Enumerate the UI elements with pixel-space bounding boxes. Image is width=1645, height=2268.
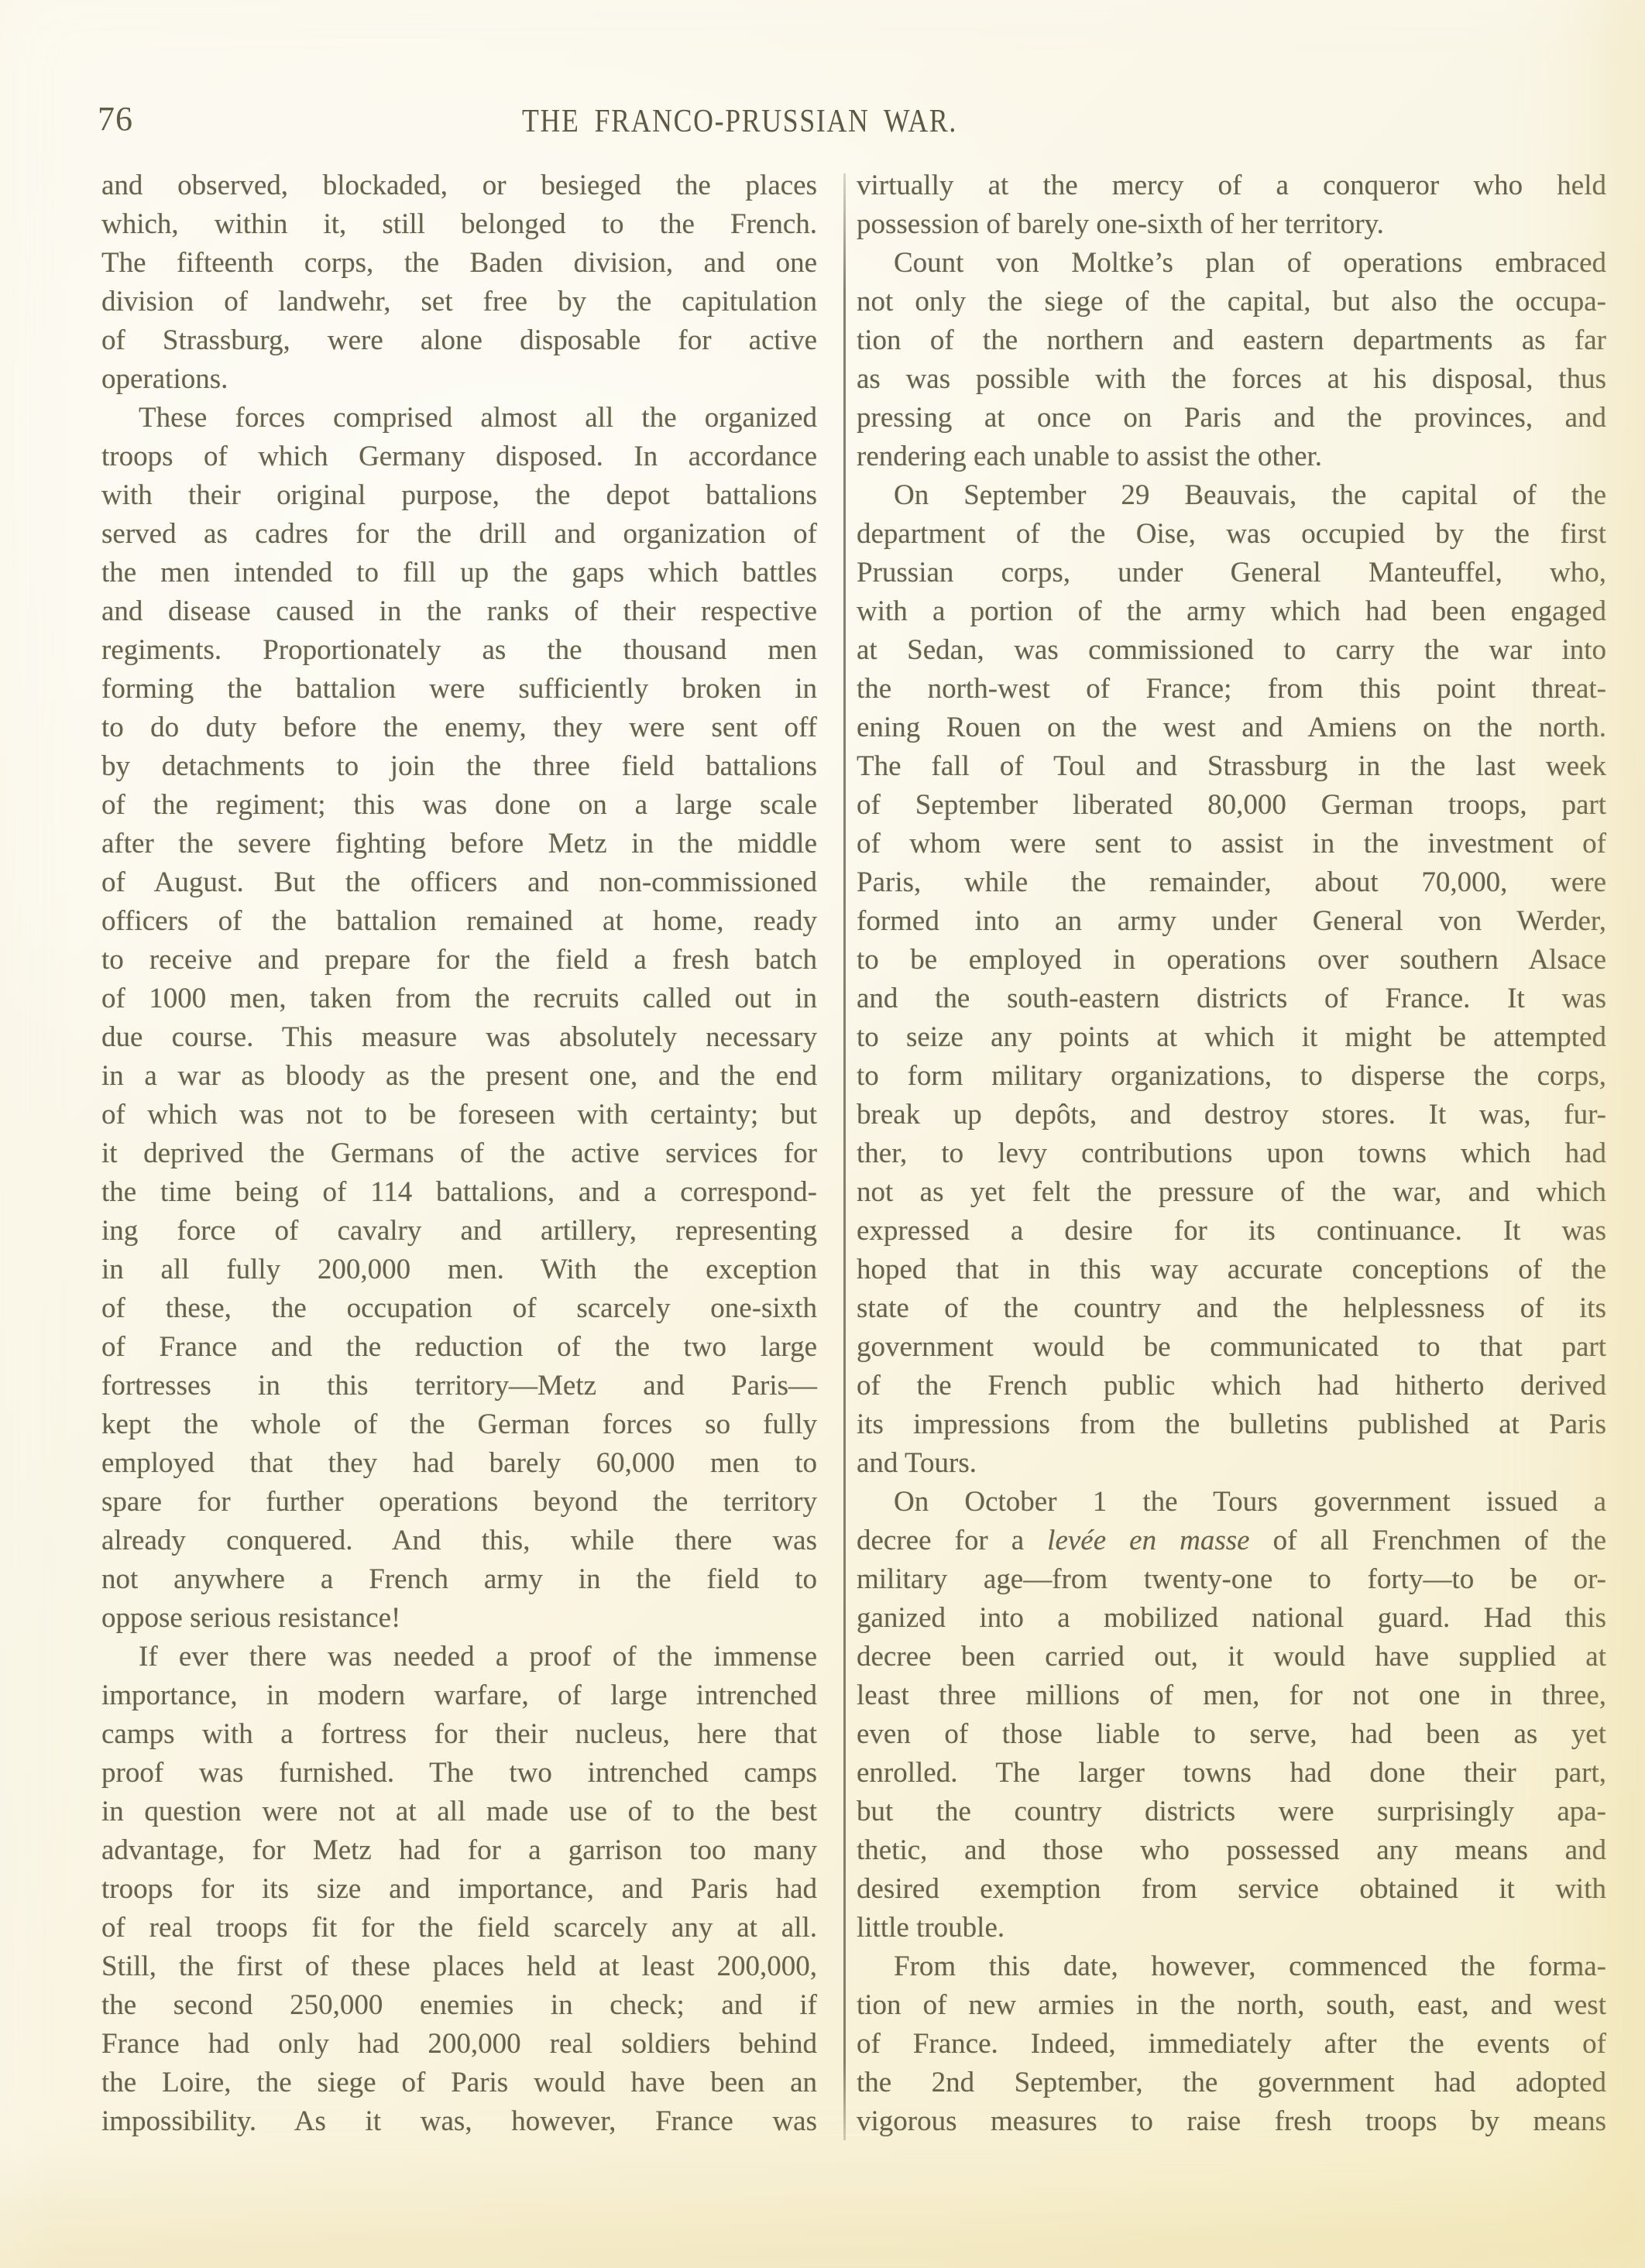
paragraph-last-line: and Tours. — [857, 1447, 977, 1479]
paragraph-lines: On September 29 Beauvais, the capital of the department of the Oise, was occupied by the first Prussian corps, under General Manteuffel, who, with a portion of the army which had been engaged at Sedan, was commissioned to carry the war into the north-west of France; from this point threat- ening Rouen on the west and Amiens on the north. The fall of Toul and Strassburg in the last week of September liberated 80,000 German troops, part of whom were sent to assist in the investment of Paris, while the remainder, about 70,000, were formed into an army under General von Werder, to be employed in operations over southern Alsace and the south-eastern districts of France. It was to seize any points at which it might be attempted to form military organizations, to disperse the corps, break up depôts, and destroy stores. It was, fur- ther, to levy contributions upon towns which had not as yet felt the pressure of the war, and which expressed a desire for its continuance. It was hoped that in this way accurate conceptions of the state of the country and the helplessness of its government would be communicated to that part of the French public which had hitherto derived its impressions from the bulletins published at Paris — [857, 479, 1606, 1440]
page-number: 76 — [98, 100, 133, 138]
paragraph — [857, 1483, 1606, 1947]
text-column-left — [101, 166, 817, 2141]
paragraph-lines: From this date, however, commenced the forma- tion of new armies in the north, south, east, and west of France. Indeed, immediately after the events of the 2nd September, the government had adopted vigorous measures to raise fresh troops by means — [857, 1951, 1606, 2137]
paragraph — [857, 1947, 1606, 2141]
text-column-right — [857, 166, 1606, 2141]
column-divider-rule — [843, 173, 846, 2140]
paragraph-lines: virtually at the mercy of a conqueror who held — [857, 170, 1606, 201]
paragraph-lines: These forces comprised almost all the organized troops of which Germany disposed. In accordance with their original purpose, the depot battalions served as cadres for the drill and organization of the men intended to fill up the gaps which battles and disease caused in the ranks of their respective regiments. Proportionately as the thousand men forming the battalion were sufficiently broken in to do duty before the enemy, they were sent off by detachments to join the three field battalions of the regiment; this was done on a large scale after the severe fighting before Metz in the middle of August. But the officers and non-commissioned officers of the battalion remained at home, ready to receive and prepare for the field a fresh batch of 1000 men, taken from the recruits called out in due course. This measure was absolutely necessary in a war as bloody as the present one, and the end of which was not to be foreseen with certainty; but it deprived the Germans of the active services for the time being of 114 battalions, and a correspond- ing force of cavalry and artillery, representing in all fully 200,000 men. With the exception of these, the occupation of scarcely one-sixth of France and the reduction of the two large fortresses in this territory—Metz and Paris— kept the whole of the German forces so fully employed that they had barely 60,000 men to spare for further operations beyond the territory already conquered. And this, while there was not anywhere a French army in the field to — [101, 402, 817, 1595]
paragraph — [857, 166, 1606, 244]
paragraph-lines: On October 1 the Tours government issued a decree for a levée en masse of all Frenchmen of the military age—from twenty-one to forty—to be or- ganized into a mobilized national guard. Had this decree been carried out, it would have supplied at least three millions of men, for not one in three, even of those liable to serve, had been as yet enrolled. The larger towns had done their part, but the country districts were surprisingly apa- thetic, and those who possessed any means and desired exemption from service obtained it with — [857, 1486, 1606, 1905]
paragraph-lines: If ever there was needed a proof of the immense importance, in modern warfare, of large intrenched camps with a fortress for their nucleus, here that proof was furnished. The two intrenched camps in question were not at all made use of to the best advantage, for Metz had for a garrison too many troops for its size and importance, and Paris had of real troops fit for the field scarcely any at all. Still, the first of these places held at least 200,000, the second 250,000 enemies in check; and if France had only had 200,000 real soldiers behind the Loire, the siege of Paris would have been an impossibility. As it was, however, France was — [101, 1641, 817, 2137]
paragraph-last-line: possession of barely one-sixth of her territory. — [857, 208, 1384, 240]
paragraph — [101, 166, 817, 399]
paragraph-last-line: operations. — [101, 363, 228, 395]
paragraph — [857, 244, 1606, 476]
paragraph — [857, 476, 1606, 1483]
paragraph-lines: Count von Moltke’s plan of operations embraced not only the siege of the capital, but also the occupa- tion of the northern and eastern departments as far as was possible with the forces at his disposal, thus pressing at once on Paris and the provinces, and — [857, 247, 1606, 434]
paragraph-last-line: little trouble. — [857, 1912, 1005, 1944]
paragraph-last-line: rendering each unable to assist the other. — [857, 441, 1323, 472]
paragraph — [101, 399, 817, 1638]
paragraph-last-line: oppose serious resistance! — [101, 1602, 401, 1634]
paragraph-lines: and observed, blockaded, or besieged the places which, within it, still belonged to the French. The fifteenth corps, the Baden division, and one division of landwehr, set free by the capitulation of Strassburg, were alone disposable for active — [101, 170, 817, 356]
running-header: THE FRANCO-PRUSSIAN WAR. — [522, 104, 957, 139]
paragraph — [101, 1638, 817, 2141]
